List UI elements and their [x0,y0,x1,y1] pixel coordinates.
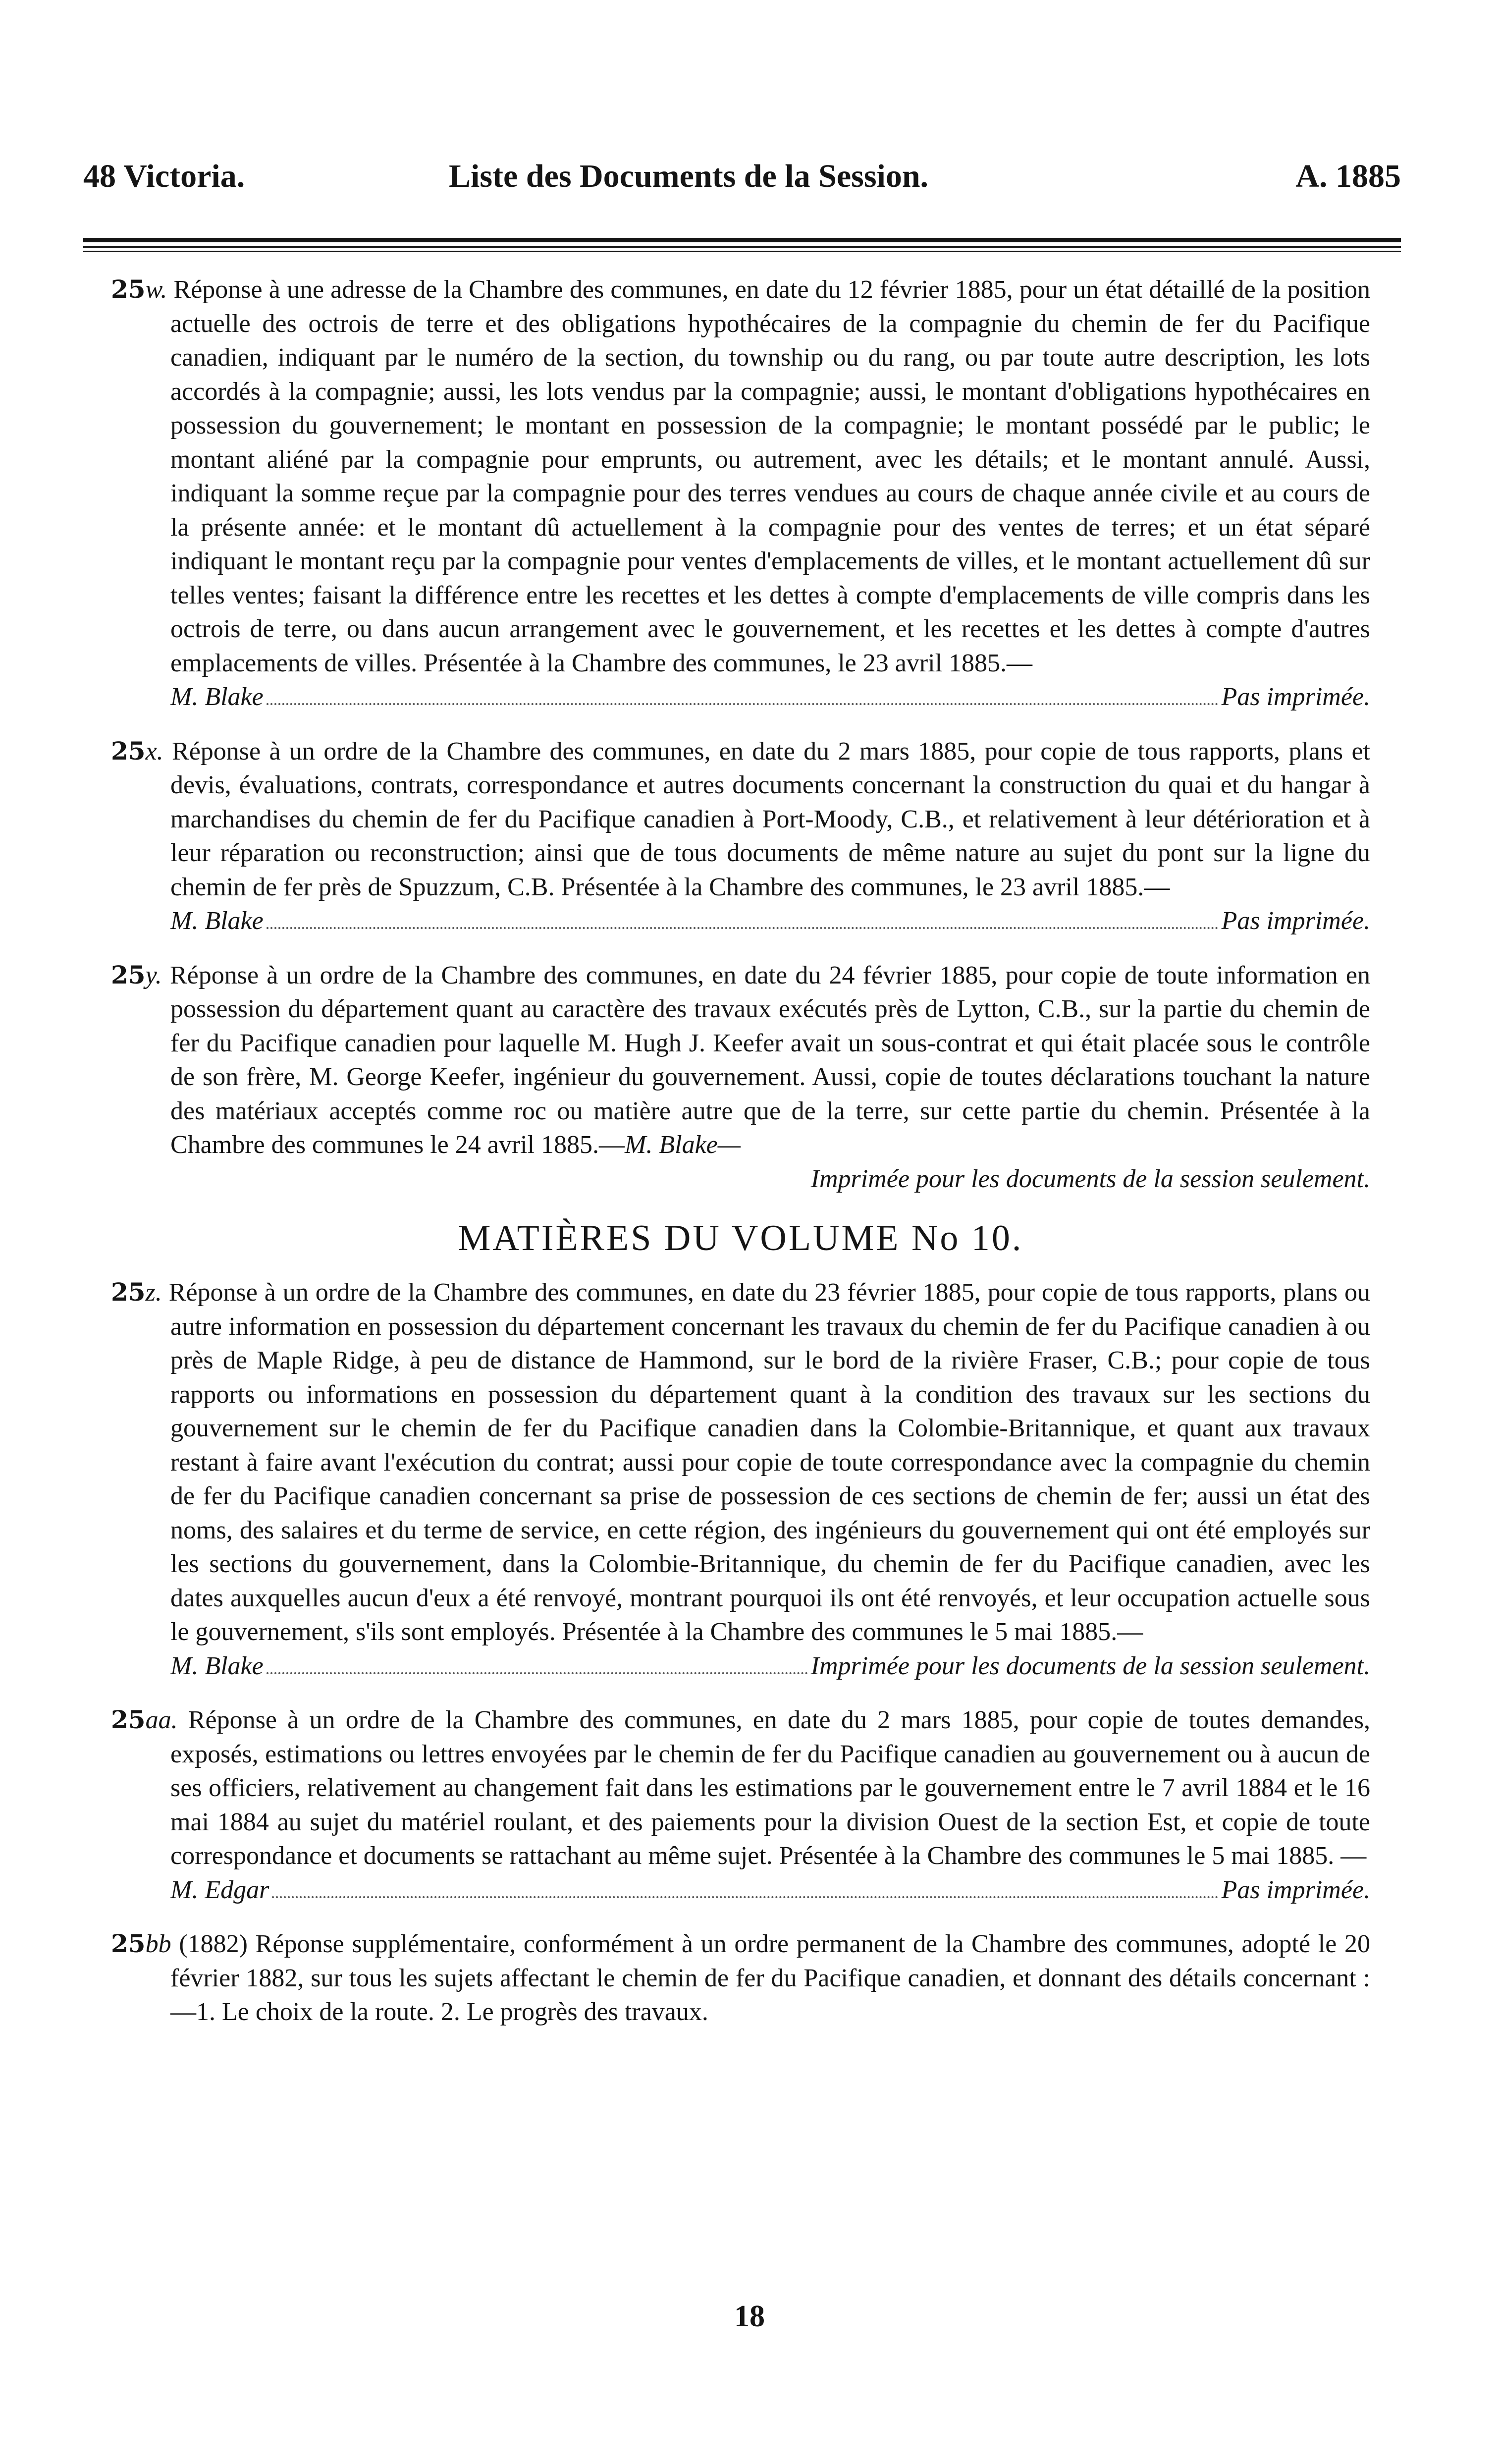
document-entry-25x [111,734,1370,938]
dot-leader [267,927,1219,929]
dot-leader [272,1896,1218,1898]
entry-mover: M. Blake— [625,1131,741,1159]
document-entry-25w [111,273,1370,714]
entry-suffix: z. [145,1278,162,1307]
page-number: 18 [734,2300,765,2333]
entry-mover: M. Blake [170,907,264,935]
entry-text: (1882) Réponse supplémentaire, conformément à un ordre permanent de la Chambre des communes, adopté le 20 février 1882, sur tous les sujets affectant le chemin de fer du Pacifique canadien, et donnant des détails concernant :—1. Le choix de la route. 2. Le progrès des travaux. [170,1930,1371,2026]
entry-status: Imprimée pour les documents de la session seulement. [810,1164,1370,1193]
header-regnal-year: 48 Victoria. [83,158,245,194]
entry-number: 25 [111,960,146,989]
document-entry-25z [111,1275,1370,1683]
entry-suffix: aa. [145,1706,178,1734]
entry-status: Pas imprimée. [1221,907,1370,935]
entry-number: 25 [111,1705,146,1734]
entry-status-line [170,680,1370,714]
document-entry-25y [111,958,1370,1197]
document-entry-25bb [111,1927,1370,2029]
entry-mover: M. Edgar [170,1875,269,1904]
entry-mover: M. Blake [170,1651,264,1680]
entry-status-line [170,904,1370,938]
entry-suffix: y. [145,961,162,989]
header-title: Liste des Documents de la Session. [449,158,929,194]
entry-suffix: x. [145,737,163,766]
entry-number: 25 [111,1929,146,1958]
document-entry-25aa [111,1703,1370,1907]
entry-mover: M. Blake [170,683,264,711]
entry-text: Réponse à un ordre de la Chambre des communes, en date du 2 mars 1885, pour copie de toutes demandes, exposés, estimations ou lettres envoyées par le chemin de fer du Pacifique canadien au gouvernement ou à aucun de ses officiers, relativement au changement fait dans les estimations par le gouvernement entre le 7 avril 1884 et le 16 mai 1884 au sujet du matériel roulant, et des paiements pour la division Ouest de la section Est, et copie de toute correspondance et documents se rattachant au même sujet. Présentée à la Chambre des communes le 5 mai 1885. — [170,1706,1371,1870]
entry-number: 25 [111,1277,146,1307]
entry-status: Pas imprimée. [1221,683,1370,711]
dot-leader [267,1672,808,1674]
entry-text: Réponse à un ordre de la Chambre des communes, en date du 23 février 1885, pour copie de tous rapports, plans ou autre information en possession du département concernant les travaux du chemin de fer du Pacifique canadien à ou près de Maple Ridge, à peu de distance de Hammond, sur le bord de la rivière Fraser, C.B.; pour copie de tous rapports ou informations en possession du département quant à la condition des travaux sur les sections du gouvernement sur le chemin de fer du Pacifique canadien dans la Colombie-Britannique, et quant aux travaux restant à faire avant l'exécution du contrat; aussi pour copie de toute correspondance avec la compagnie du chemin de fer du Pacifique canadien concernant sa prise de possession de ces sections de chemin de fer; aussi un état des noms, des salaires et du terme de service, en cette région, des ingénieurs du gouvernement qui ont été employés sur les sections du gouvernement, dans la Colombie-Britannique, du chemin de fer du Pacifique canadien, avec les dates auxquelles aucun d'eux a été renvoyé, montrant pourquoi ils ont été renvoyés, et leur occupation actuelle sous le gouvernement, s'ils sont employés. Présentée à la Chambre des communes le 5 mai 1885.— [168,1278,1371,1646]
document-list [111,273,1370,2049]
entry-text: Réponse à une adresse de la Chambre des communes, en date du 12 février 1885, pour un état détaillé de la position actuelle des octrois de terre et des obligations hypothécaires de la compagnie du chemin de fer du Pacifique canadien, indiquant par le numéro de la section, du township ou du rang, ou par toute autre description, les lots accordés à la compagnie; aussi, les lots vendus par la compagnie; aussi, le montant d'obligations hypothécaires en possession du gouvernement; le montant en possession de la compagnie; le montant possédé par le public; le montant aliéné par la compagnie pour emprunts, ou autrement, avec les détails; et le montant annulé. Aussi, indiquant la somme reçue par la compagnie pour des terres vendues au cours de chaque année civile et au cours de la présente année: et le montant dû actuellement à la compagnie pour des ventes de terres; et un état séparé indiquant le montant reçu par la compagnie pour ventes d'emplacements de villes, et le montant actuellement dû sur telles ventes; faisant la différence entre les recettes et les dettes à compte d'emplacements de ville compris dans les octrois de terre, ou dans aucun arrangement avec le gouvernement, et les recettes et les dettes à compte d'autres emplacements de villes. Présentée à la Chambre des communes, le 23 avril 1885.— [170,275,1371,677]
entry-status: Imprimée pour les documents de la session seulement. [810,1651,1370,1680]
header-year: A. 1885 [1295,158,1401,194]
running-header [83,158,1401,207]
header-rule-thin-2 [83,251,1401,252]
entry-text: Réponse à un ordre de la Chambre des communes, en date du 24 février 1885, pour copie de toute information en possession du département quant au caractère des travaux exécutés près de Lytton, C.B., sur la partie du chemin de fer du Pacifique canadien pour laquelle M. Hugh J. Keefer avait un sous-contrat et qui était placée sous le contrôle de son frère, M. George Keefer, ingénieur du gouvernement. Aussi, copie de toutes déclarations touchant la nature des matériaux acceptés comme roc ou matière autre que de la terre, sur cette partie du chemin. Présentée à la Chambre des communes le 24 avril 1885.— [170,961,1371,1159]
section-heading: MATIÈRES DU VOLUME No 10. [458,1218,1023,1259]
header-rule-thick [83,238,1401,242]
entry-number: 25 [111,736,146,766]
header-rule-thin [83,246,1401,248]
entry-text: Réponse à un ordre de la Chambre des communes, en date du 2 mars 1885, pour copie de tous rapports, plans et devis, évaluations, contrats, correspondance et autres documents concernant la construction du quai et du hangar à marchandises du chemin de fer du Pacifique canadien à Port-Moody, C.B., et relativement à leur détérioration et à leur réparation ou reconstruction; ainsi que de tous documents de même nature au sujet du pont sur la ligne du chemin de fer près de Spuzzum, C.B. Présentée à la Chambre des communes, le 23 avril 1885.— [170,737,1370,901]
entry-suffix: w. [145,275,167,304]
entry-status-line [170,1873,1370,1908]
entry-number: 25 [111,274,146,304]
entry-suffix: bb [145,1930,171,1958]
entry-status-line [170,1649,1370,1684]
dot-leader [267,703,1219,705]
entry-status: Pas imprimée. [1221,1875,1370,1904]
